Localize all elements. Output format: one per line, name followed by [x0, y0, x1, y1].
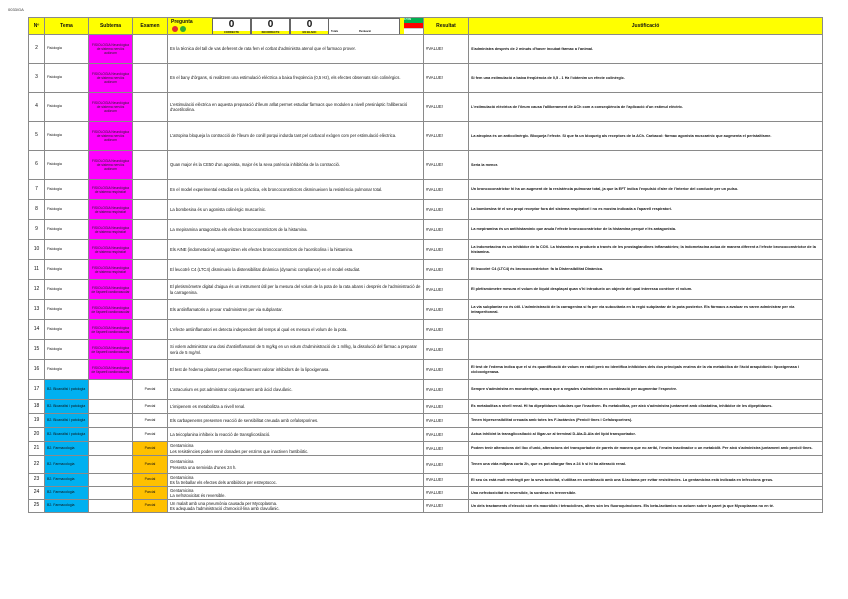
- row-resultat[interactable]: #VALUE!: [424, 64, 469, 93]
- row-pregunta: Els carbapenems presenten reacció de sensibilitat creuada amb cefalosporines.: [168, 414, 424, 428]
- row-pregunta: Si volem administrar una dosi d'antiinflamatori de 5 mg/kg en un volum d'administració de 1 ml/kg, la dissolució del fàrmac a preparar serà de 5 mg/ml.: [168, 340, 424, 360]
- row-number: 25: [29, 500, 45, 513]
- row-resultat[interactable]: #VALUE!: [424, 456, 469, 474]
- row-tema: Fisiologia: [45, 200, 89, 220]
- row-pregunta: En el bany d'òrgans, si realitzem una estimulació elèctrica a baixa freqüència (0,5 Hz), els efectes observats són colinèrgics.: [168, 64, 424, 93]
- row-subtema: [89, 500, 133, 513]
- table-row: [29, 487, 823, 500]
- row-pregunta: En la técnica del tall de vas deferent de rata fem el corbat d'administra atenol que el farmaco prover.: [168, 35, 424, 64]
- row-pregunta: L'atracurium es pot administrar conjuntament amb àcid clavulànic.: [168, 380, 424, 400]
- row-justificacio: El test de l'edema indica que el sí és quantificació de volum en ratolí però no identifica inhibidors dels dos principals enzims de la via metabòlica de l'àcid araquidònic: lipoxigenasa i ciclooxigenasa.: [469, 360, 823, 380]
- row-examen: Parcial: [133, 500, 168, 513]
- row-tema: Fisiologia: [45, 300, 89, 320]
- row-number: 7: [29, 180, 45, 200]
- row-justificacio: La atropina és un anticolinèrgic. Bloqueja l'efecte. Si que fa un bloqueig als receptors de la ACh. Carbacol: fàrmac agonista muscarínic que augmenta el peristaltisme.: [469, 122, 823, 151]
- row-subtema: FISIOLOGIA Neurològica de sistema respiratori: [89, 200, 133, 220]
- row-examen: [133, 180, 168, 200]
- row-number: 2: [29, 35, 45, 64]
- row-resultat[interactable]: #VALUE!: [424, 487, 469, 500]
- header-num: Nº: [29, 18, 45, 35]
- row-number: 8: [29, 200, 45, 220]
- row-tema: Fisiologia: [45, 360, 89, 380]
- row-tema: Fisiologia: [45, 35, 89, 64]
- row-tema: Fisiologia: [45, 64, 89, 93]
- row-resultat[interactable]: #VALUE!: [424, 340, 469, 360]
- table-row: [29, 360, 823, 380]
- header-pregunta: [168, 18, 424, 35]
- row-justificacio: La via subplantar no és útil. L'administració de la carragenina sí fa per via subcutània en la regió subplantar de la pota posterior. Els fàrmacs a avaluar es varen administrar per via intraperitoneal.: [469, 300, 823, 320]
- row-pregunta: Els antiinflamatoris a provar s'administren per via subplantar.: [168, 300, 424, 320]
- row-resultat[interactable]: #VALUE!: [424, 380, 469, 400]
- row-justificacio: La bombesina té el seu propi receptor fora del sistema respiratori i no es mostra indicada a l'aparell respiratori.: [469, 200, 823, 220]
- row-pregunta: L'imipenem es metabolitza a nivell renal.: [168, 400, 424, 414]
- row-subtema: FISIOLOGIA Neurològica de sistema respiratori: [89, 240, 133, 260]
- row-examen: Parcial: [133, 428, 168, 442]
- row-subtema: [89, 414, 133, 428]
- header-subtema: Subtema: [89, 18, 133, 35]
- header-pregunta-label: Pregunta: [171, 19, 193, 25]
- document-id: 0033/GA: [8, 7, 24, 12]
- table-row: [29, 300, 823, 320]
- row-tema: Fisiologia: [45, 122, 89, 151]
- row-number: 11: [29, 260, 45, 280]
- row-pregunta: L'efecte antiinflamatori es detecta independent del temps al qual es mesura el volum de la pota.: [168, 320, 424, 340]
- row-resultat[interactable]: #VALUE!: [424, 442, 469, 456]
- row-number: 16: [29, 360, 45, 380]
- row-subtema: FISIOLOGIA Neurològica de sistema respiratori: [89, 220, 133, 240]
- row-resultat[interactable]: #VALUE!: [424, 474, 469, 487]
- row-subtema: [89, 456, 133, 474]
- header-row: [29, 18, 823, 35]
- row-examen: Parcial: [133, 487, 168, 500]
- row-justificacio: Actua inhibint la transglicosilació al lligar-se al terminal D-Ala-D-Ala del lípid transportador.: [469, 428, 823, 442]
- row-subtema: FISIOLOGIA Neurològica de l'aparell cardiovascular: [89, 300, 133, 320]
- row-tema: B2. Bioanàlisi i patologia: [45, 414, 89, 428]
- row-justificacio: Un dels tractaments d'elecció són els macròlids i tetraciclines, altres són les fluoroquinolones. Els beta-lactàmics no actuen sobre la paret ja que Mycoplasma no en té.: [469, 500, 823, 513]
- row-subtema: FISIOLOGIA Neurològica de l'aparell cardiovascular: [89, 340, 133, 360]
- row-number: 4: [29, 93, 45, 122]
- row-subtema: [89, 474, 133, 487]
- row-examen: [133, 35, 168, 64]
- questions-table: [28, 17, 823, 513]
- row-number: 21: [29, 442, 45, 456]
- row-examen: [133, 360, 168, 380]
- row-justificacio: Si fem una estimulació a baixa freqüència de 0,5 - 1 Hz l'obtenim un efecte colinèrgic.: [469, 64, 823, 93]
- counter-blank: 0 EN BLANC: [290, 18, 329, 35]
- row-subtema: [89, 442, 133, 456]
- row-resultat[interactable]: #VALUE!: [424, 200, 469, 220]
- row-examen: [133, 151, 168, 180]
- row-examen: [133, 340, 168, 360]
- row-examen: Parcial: [133, 456, 168, 474]
- row-justificacio: El pletismòmetre mesura el volum de líquid desplaçat quan s'hi introdueix un objecte del qual interessa conèixer el volum.: [469, 280, 823, 300]
- row-examen: [133, 200, 168, 220]
- row-resultat[interactable]: #VALUE!: [424, 180, 469, 200]
- table-row: [29, 180, 823, 200]
- check-icon[interactable]: [180, 26, 186, 32]
- row-number: 10: [29, 240, 45, 260]
- row-subtema: FISIOLOGIA Neurològica de l'aparell cardiovascular: [89, 280, 133, 300]
- row-justificacio: La indometacina és un inhibidor de la COX. La histamina es produeix a través de les prostaglandines inflamatòries; la indometacina actua de manera diferent a l'efecte broncoconstrictor de la histamina.: [469, 240, 823, 260]
- table-row: [29, 280, 823, 300]
- row-pregunta: Un malalt amb una pneumònia causada per Mycoplasma. Es adequada l'administració d'amoxicil·lina amb clavulànic.: [168, 500, 424, 513]
- row-examen: Parcial: [133, 380, 168, 400]
- table-row: [29, 428, 823, 442]
- row-tema: B2. Farmacologia: [45, 474, 89, 487]
- row-number: 17: [29, 380, 45, 400]
- score-swatches: 17.5%: [404, 18, 424, 33]
- row-subtema: FISIOLOGIA Neurològica de sistema nerviós autònom: [89, 122, 133, 151]
- row-justificacio: El seu ús està molt restringit per la seva toxicitat, s'utilitza en combinació amb una ß-lactama per evitar resistències. La gentamicina està indicada en infeccions greus.: [469, 474, 823, 487]
- header-resultat: Resultat: [424, 18, 469, 35]
- counter-incorrect: 0 INCORRECTE: [251, 18, 290, 35]
- row-tema: Fisiologia: [45, 340, 89, 360]
- row-tema: Fisiologia: [45, 220, 89, 240]
- row-number: 15: [29, 340, 45, 360]
- reset-icon[interactable]: [172, 26, 178, 32]
- row-pregunta: Gentamicina Es fa treballar els efectes dels antibiòtics per estreptococ.: [168, 474, 424, 487]
- row-subtema: FISIOLOGIA Neurològica de sistema nerviós autònom: [89, 64, 133, 93]
- row-resultat[interactable]: #VALUE!: [424, 260, 469, 280]
- header-examen: Examen: [133, 18, 168, 35]
- row-subtema: [89, 487, 133, 500]
- row-justificacio: S'administra després de 2 minuts d'haver incubat fàrmac a l'animal.: [469, 35, 823, 64]
- row-pregunta: El leucotrè C4 (LTC4) disminueix la distensibilitat dinàmica (dynamic compliance) en el model estudiat.: [168, 260, 424, 280]
- row-resultat[interactable]: #VALUE!: [424, 280, 469, 300]
- row-examen: [133, 64, 168, 93]
- row-tema: B2. Farmacologia: [45, 442, 89, 456]
- row-examen: [133, 320, 168, 340]
- row-pregunta: Gentamicina Presenta una semivida d'unes 24 h.: [168, 456, 424, 474]
- row-tema: Fisiologia: [45, 280, 89, 300]
- row-resultat[interactable]: #VALUE!: [424, 320, 469, 340]
- row-subtema: [89, 428, 133, 442]
- row-subtema: [89, 380, 133, 400]
- row-number: 3: [29, 64, 45, 93]
- row-pregunta: Gentamicina Les resistències poden venir donades per enzims que inactiven l'antibiòtic.: [168, 442, 424, 456]
- row-pregunta: La mepiramina antagonitza els efectes broncoconstrictors de la histamina.: [168, 220, 424, 240]
- row-justificacio: [469, 320, 823, 340]
- row-number: 6: [29, 151, 45, 180]
- row-subtema: FISIOLOGIA Neurològica de l'aparell cardiovascular: [89, 360, 133, 380]
- row-justificacio: L'estimulació elèctrica de l'íleum causa l'alliberament de ACh com a conseqüència de l'aplicació d'un estímul elèctric.: [469, 93, 823, 122]
- row-justificacio: La mepiramina és un antihistamínic que anula l'efecte broncoconstrictor de la histamina perquè n'és antagonista.: [469, 220, 823, 240]
- row-subtema: FISIOLOGIA Neurològica de l'aparell cardiovascular: [89, 320, 133, 340]
- row-tema: B2. Bioanàlisi i patologia: [45, 380, 89, 400]
- row-pregunta: Quan major és la CE50 d'un agonista, major és la seva potència inhibitòria de la contracció.: [168, 151, 424, 180]
- row-justificacio: Tenen una vida mitjana curta 2h, que es pot allargar fins a 24 h si hi ha alteració renal.: [469, 456, 823, 474]
- row-examen: Parcial: [133, 442, 168, 456]
- row-tema: Fisiologia: [45, 320, 89, 340]
- row-number: 5: [29, 122, 45, 151]
- header-tema: Tema: [45, 18, 89, 35]
- row-number: 18: [29, 400, 45, 414]
- table-row: [29, 151, 823, 180]
- table-row: [29, 35, 823, 64]
- row-pregunta: La teicoplanina inhibeix la reacció de transglicosilació.: [168, 428, 424, 442]
- row-resultat[interactable]: #VALUE!: [424, 360, 469, 380]
- row-resultat[interactable]: #VALUE!: [424, 414, 469, 428]
- row-resultat[interactable]: #VALUE!: [424, 400, 469, 414]
- table-row: [29, 220, 823, 240]
- row-tema: B2. Farmacologia: [45, 456, 89, 474]
- header-justificacio: Justificació: [469, 18, 823, 35]
- row-examen: [133, 122, 168, 151]
- row-resultat[interactable]: #VALUE!: [424, 122, 469, 151]
- row-subtema: FISIOLOGIA Neurològica de sistema respiratori: [89, 180, 133, 200]
- table-row: [29, 93, 823, 122]
- row-examen: [133, 260, 168, 280]
- table-row: [29, 414, 823, 428]
- row-resultat[interactable]: #VALUE!: [424, 93, 469, 122]
- row-resultat[interactable]: #VALUE!: [424, 220, 469, 240]
- row-examen: [133, 240, 168, 260]
- row-justificacio: Una nefrotoxicitat és reversible, la sordesa és irreversible.: [469, 487, 823, 500]
- row-pregunta: La bombesina és un agonista colinèrgic muscarínic.: [168, 200, 424, 220]
- row-number: 14: [29, 320, 45, 340]
- table-row: [29, 64, 823, 93]
- table-row: [29, 200, 823, 220]
- row-subtema: [89, 400, 133, 414]
- row-subtema: FISIOLOGIA Neurològica de sistema nerviós autònom: [89, 151, 133, 180]
- row-tema: Fisiologia: [45, 93, 89, 122]
- row-resultat[interactable]: #VALUE!: [424, 428, 469, 442]
- table-row: [29, 340, 823, 360]
- row-justificacio: Tenen hipersensibilitat creuada amb totes les F-lactàmics (Penicil·lines i Cefalosporines).: [469, 414, 823, 428]
- table-row: [29, 260, 823, 280]
- score-legend: Totals Puntuació: [328, 18, 400, 35]
- counter-correct: 0 CORRECTE: [212, 18, 251, 35]
- row-tema: B2. Bioanàlisi i patologia: [45, 400, 89, 414]
- row-examen: Parcial: [133, 400, 168, 414]
- row-justificacio: Seria la menor.: [469, 151, 823, 180]
- row-justificacio: [469, 340, 823, 360]
- table-row: [29, 320, 823, 340]
- row-number: 9: [29, 220, 45, 240]
- row-number: 12: [29, 280, 45, 300]
- row-examen: [133, 220, 168, 240]
- row-examen: Parcial: [133, 414, 168, 428]
- row-resultat[interactable]: #VALUE!: [424, 151, 469, 180]
- row-justificacio: Un broncoconstrictor hi ha un augment de la resistència pulmonar total, ja que la EFT indica l'expulsió d'aire de l'interior del conducte per un pulso.: [469, 180, 823, 200]
- row-justificacio: Podem tenir alteracions del lloc d'unió, alteracions del transportador de parets de manera que no arribi, l'enzim inactivador o un metabòlit. Per això s'administra juntament amb penicil·lines.: [469, 442, 823, 456]
- row-subtema: FISIOLOGIA Neurològica de sistema respiratori: [89, 260, 133, 280]
- row-resultat[interactable]: #VALUE!: [424, 500, 469, 513]
- row-resultat[interactable]: #VALUE!: [424, 300, 469, 320]
- row-examen: [133, 93, 168, 122]
- table-row: [29, 380, 823, 400]
- row-examen: [133, 300, 168, 320]
- row-tema: B2. Farmacologia: [45, 487, 89, 500]
- row-number: 24: [29, 487, 45, 500]
- row-pregunta: El pletismòmetre digital d'aigua és un instrument útil per la mesura del volum de la pota de la rata abans i després de l'administració de la carragenina.: [168, 280, 424, 300]
- table-row: [29, 122, 823, 151]
- row-pregunta: En el model experimental estudiat en la pràctica, els broncoconstrictors disminueixen la resistència pulmonar total.: [168, 180, 424, 200]
- row-justificacio: El leucotrè C4 (LTC4) és broncoconstrictor: fa la Distensibilitat Dinàmica.: [469, 260, 823, 280]
- row-resultat[interactable]: #VALUE!: [424, 35, 469, 64]
- table-row: [29, 240, 823, 260]
- table-row: [29, 442, 823, 456]
- table-row: [29, 456, 823, 474]
- row-subtema: FISIOLOGIA Neurològica de sistema nerviós autònom: [89, 35, 133, 64]
- table-row: [29, 400, 823, 414]
- row-number: 13: [29, 300, 45, 320]
- row-pregunta: L'estimulació elèctrica en aquesta preparació d'íleum aïllat permet estudiar fàrmacs que modulen a nivell presinàptic l'alliberació d'acetilcolina.: [168, 93, 424, 122]
- row-number: 23: [29, 474, 45, 487]
- table-row: [29, 474, 823, 487]
- row-number: 20: [29, 428, 45, 442]
- row-tema: B2. Bioanàlisi i patologia: [45, 428, 89, 442]
- row-examen: Parcial: [133, 474, 168, 487]
- row-number: 22: [29, 456, 45, 474]
- row-tema: Fisiologia: [45, 260, 89, 280]
- row-examen: [133, 280, 168, 300]
- row-tema: B2. Farmacologia: [45, 500, 89, 513]
- row-subtema: FISIOLOGIA Neurològica de sistema nerviós autònom: [89, 93, 133, 122]
- row-tema: Fisiologia: [45, 240, 89, 260]
- row-pregunta: Els AINE (indometacina) antagonitzen els efectes broncoconstrictors de l'acetilcolina i la histamina.: [168, 240, 424, 260]
- row-pregunta: L'atropina bloqueja la contracció de l'íleum de conill porqui induïda tant pel carbacol exògen com per estimulació elèctrica.: [168, 122, 424, 151]
- row-justificacio: Sempre s'administra en monoteràpia, encara que a vegades s'administra en combinació per augmentar l'espectre.: [469, 380, 823, 400]
- row-resultat[interactable]: #VALUE!: [424, 240, 469, 260]
- row-number: 19: [29, 414, 45, 428]
- row-pregunta: El test de l'edema plantar permet específicament valorar inhibidors de la lipoxigenasa.: [168, 360, 424, 380]
- row-tema: Fisiologia: [45, 180, 89, 200]
- row-pregunta: Gentamicina La nefrotoxicitat és reversible.: [168, 487, 424, 500]
- row-tema: Fisiologia: [45, 151, 89, 180]
- row-justificacio: Es metabolitza a nivell renal. Hi ha dipeptidases tubulars que l'inactiven. Es metabolitza, per això s'administra juntament amb cilastatina, inhibidor de les dipeptidases.: [469, 400, 823, 414]
- table-row: [29, 500, 823, 513]
